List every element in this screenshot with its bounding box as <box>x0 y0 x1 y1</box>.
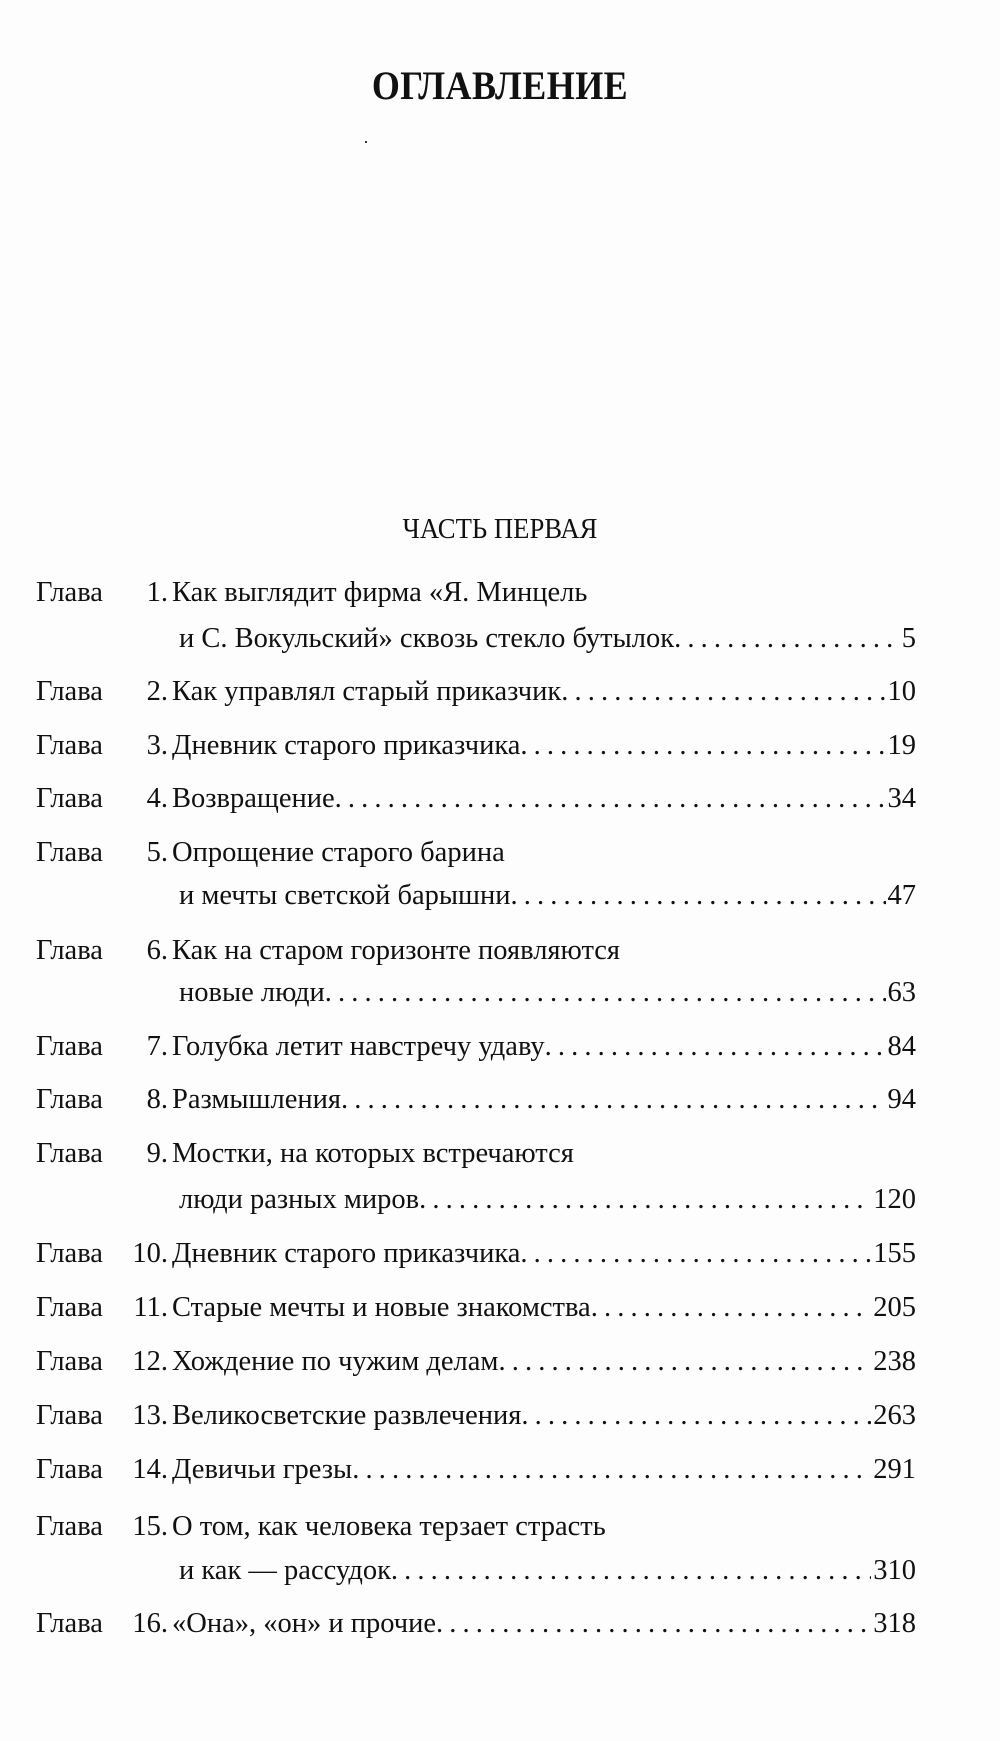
chapter-title[interactable]: Как выглядит фирма «Я. Минцель <box>172 577 588 608</box>
toc-entry-line <box>36 619 916 659</box>
toc-entry-line <box>36 1551 916 1591</box>
page-number[interactable]: 238 <box>873 1346 916 1377</box>
toc-entry-line <box>36 876 916 916</box>
chapter-title[interactable]: Хождение по чужим делам <box>172 1346 499 1377</box>
chapter-number: 12. <box>132 1346 168 1377</box>
chapter-title[interactable]: Дневник старого приказчика <box>172 730 521 761</box>
chapter-number: 1. <box>146 577 168 608</box>
toc-entry-line <box>36 931 916 971</box>
page-number[interactable]: 263 <box>873 1400 916 1431</box>
toc-entry-line <box>36 1507 916 1547</box>
chapter-title[interactable]: О том, как человека терзает страсть <box>172 1511 606 1542</box>
chapter-label: Глава <box>36 1238 103 1269</box>
chapter-label: Глава <box>36 1084 103 1115</box>
dot-leader <box>521 1396 871 1436</box>
chapter-title[interactable]: люди разных миров <box>179 1184 420 1215</box>
dot-leader <box>520 1234 871 1274</box>
chapter-label: Глава <box>36 1031 103 1062</box>
dot-leader <box>352 1450 871 1490</box>
toc-entry-line <box>36 1134 916 1174</box>
toc-entry-line <box>36 1604 916 1644</box>
page-number[interactable]: 120 <box>873 1184 916 1215</box>
chapter-label: Глава <box>36 1511 103 1542</box>
toc-entry-line <box>36 1396 916 1436</box>
page-number[interactable]: 34 <box>887 783 916 814</box>
chapter-title[interactable]: Опрощение старого барина <box>172 837 505 868</box>
chapter-label: Глава <box>36 1454 103 1485</box>
page-number[interactable]: 310 <box>873 1555 916 1586</box>
toc-entry-line <box>36 973 916 1013</box>
dot-leader <box>325 973 886 1013</box>
chapter-number: 4. <box>146 783 168 814</box>
chapter-label: Глава <box>36 1400 103 1431</box>
page-number[interactable]: 94 <box>887 1084 916 1115</box>
chapter-title[interactable]: «Она», «он» и прочие <box>172 1608 436 1639</box>
chapter-label: Глава <box>36 1608 103 1639</box>
chapter-label: Глава <box>36 730 103 761</box>
dot-leader <box>545 1027 886 1067</box>
chapter-title[interactable]: Старые мечты и новые знакомства <box>172 1292 591 1323</box>
chapter-number: 7. <box>146 1031 168 1062</box>
dot-leader <box>674 619 900 659</box>
dot-leader <box>520 726 885 766</box>
print-speck <box>365 141 367 143</box>
dot-leader <box>510 876 885 916</box>
page-number[interactable]: 63 <box>887 977 916 1008</box>
toc-entry-line <box>36 779 916 819</box>
page-number[interactable]: 291 <box>873 1454 916 1485</box>
chapter-label: Глава <box>36 577 103 608</box>
chapter-label: Глава <box>36 1346 103 1377</box>
dot-leader <box>391 1551 871 1591</box>
chapter-label: Глава <box>36 783 103 814</box>
page-number[interactable]: 10 <box>887 676 916 707</box>
page-number[interactable]: 5 <box>901 623 916 654</box>
chapter-title[interactable]: Размышления <box>172 1084 341 1115</box>
dot-leader <box>561 672 885 712</box>
toc-entry-line <box>36 1288 916 1328</box>
chapter-title[interactable]: Голубка летит навстречу удаву <box>172 1031 545 1062</box>
chapter-number: 8. <box>146 1084 168 1115</box>
dot-leader <box>436 1604 871 1644</box>
dot-leader <box>591 1288 872 1328</box>
chapter-number: 13. <box>132 1400 168 1431</box>
chapter-number: 14. <box>132 1454 168 1485</box>
page-number[interactable]: 155 <box>873 1238 916 1269</box>
chapter-number: 2. <box>146 676 168 707</box>
chapter-title[interactable]: и мечты светской барышни <box>179 880 511 911</box>
chapter-number: 5. <box>146 837 168 868</box>
chapter-label: Глава <box>36 1138 103 1169</box>
dot-leader <box>419 1180 871 1220</box>
toc-entry-line <box>36 1027 916 1067</box>
chapter-label: Глава <box>36 837 103 868</box>
toc-entry-line <box>36 1342 916 1382</box>
chapter-title[interactable]: Дневник старого приказчика <box>172 1238 521 1269</box>
part-heading: ЧАСТЬ ПЕРВАЯ <box>402 513 598 545</box>
dot-leader <box>498 1342 871 1382</box>
chapter-number: 3. <box>146 730 168 761</box>
chapter-title[interactable]: новые люди <box>179 977 325 1008</box>
dot-leader <box>341 1080 886 1120</box>
chapter-title[interactable]: Девичьи грезы <box>172 1454 353 1485</box>
chapter-number: 11. <box>133 1292 168 1323</box>
page-title: ОГЛАВЛЕНИЕ <box>371 63 629 108</box>
page-number[interactable]: 84 <box>887 1031 916 1062</box>
page-number[interactable]: 47 <box>887 880 916 911</box>
toc-entry-line <box>36 1080 916 1120</box>
toc-entry-line <box>36 726 916 766</box>
chapter-title[interactable]: и С. Вокульский» сквозь стекло бутылок <box>179 623 675 654</box>
dot-leader <box>335 779 886 819</box>
chapter-title[interactable]: Возвращение <box>172 783 335 814</box>
chapter-number: 15. <box>132 1511 168 1542</box>
chapter-title[interactable]: Великосветские развлечения <box>172 1400 522 1431</box>
toc-entry-line <box>36 1180 916 1220</box>
chapter-number: 10. <box>132 1238 168 1269</box>
page-number[interactable]: 19 <box>887 730 916 761</box>
toc-entry-line <box>36 573 916 613</box>
toc-entry-line <box>36 1450 916 1490</box>
chapter-title[interactable]: Как на старом горизонте появляются <box>172 935 621 966</box>
chapter-label: Глава <box>36 676 103 707</box>
chapter-number: 9. <box>146 1138 168 1169</box>
chapter-title[interactable]: и как — рассудок <box>179 1555 391 1586</box>
chapter-title[interactable]: Мостки, на которых встречаются <box>172 1138 574 1169</box>
chapter-number: 16. <box>132 1608 168 1639</box>
toc-entry-line <box>36 672 916 712</box>
chapter-label: Глава <box>36 935 103 966</box>
chapter-title[interactable]: Как управлял старый приказчик <box>172 676 562 707</box>
toc-entry-line <box>36 1234 916 1274</box>
toc-entry-line <box>36 833 916 873</box>
page-number[interactable]: 318 <box>873 1608 916 1639</box>
chapter-number: 6. <box>146 935 168 966</box>
page-number[interactable]: 205 <box>873 1292 916 1323</box>
chapter-label: Глава <box>36 1292 103 1323</box>
